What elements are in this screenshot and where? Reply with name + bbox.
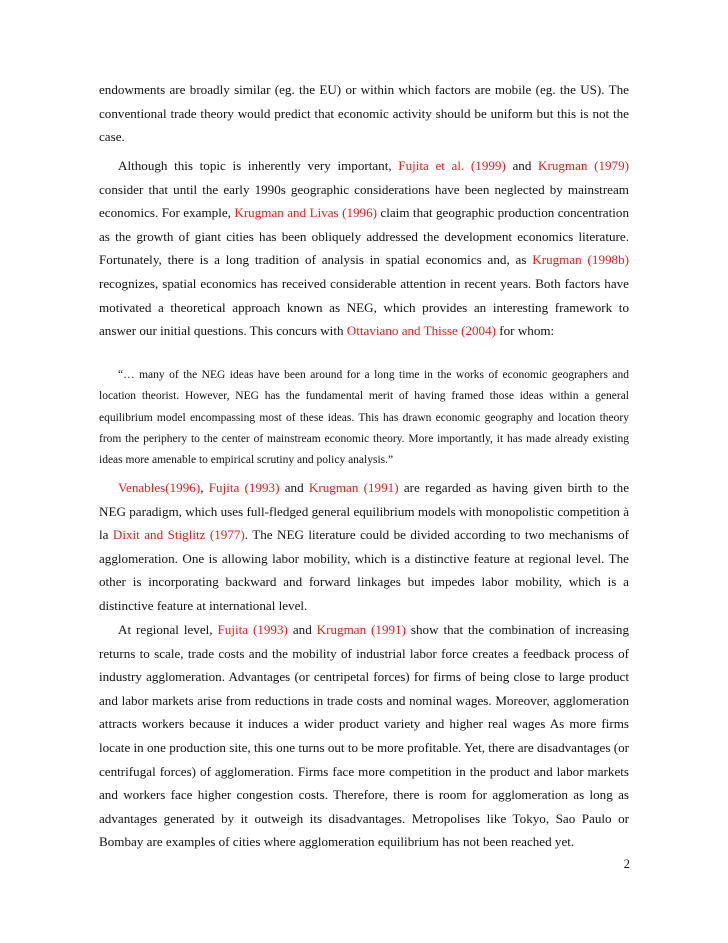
citation-link-ottaviano-thisse-2004[interactable]: Ottaviano and Thisse (2004) — [346, 323, 496, 339]
citation-link-fujita-1993[interactable]: Fujita (1993) — [208, 480, 280, 495]
quote-text: “… many of the NEG ideas have been around for a long time in the works of economic geographers and location theorist. However, NEG has the fundamental merit of having framed those ideas within a general equilibrium model encompassing most of these ideas. This has drawn economic geography and location theory from the periphery to the center of mainstream economic theory. More importantly, it has made already existing ideas more amenable to empirical scrutiny and policy analysis.” — [99, 369, 629, 467]
paragraph-text — [99, 476, 629, 618]
text-run: claim that geographic production concentration as the growth of giant cities has been obliquely addressed the development economics literature. Fortunately, there is a long tradition of analysis in spatial economics and, as — [99, 205, 629, 268]
paragraph-text — [99, 618, 629, 854]
text-run: and — [287, 622, 317, 637]
paragraph-intro-continuation — [99, 78, 629, 149]
citation-link-dixit-stiglitz-1977[interactable]: Dixit and Stiglitz (1977) — [112, 527, 245, 543]
text-run: consider that until the early 1990s geographic considerations have been neglected by mainstream economics. For example, — [99, 181, 629, 221]
citation-link-krugman-1991[interactable]: Krugman (1991) — [316, 622, 406, 637]
citation-link-fujita-1999[interactable]: Fujita et al. (1999) — [398, 158, 506, 173]
text-run: for whom: — [496, 323, 555, 339]
text-run: are regarded as having given birth to the NEG paradigm, which uses full-fledged general equilibrium models with monopolistic competition à la — [99, 480, 630, 543]
citation-link-venables-1996[interactable]: Venables(1996) — [118, 480, 201, 495]
citation-link-krugman-livas-1996[interactable]: Krugman and Livas (1996) — [234, 205, 377, 221]
text-run: , — [200, 480, 209, 495]
citation-link-fujita-1993[interactable]: Fujita (1993) — [217, 622, 288, 637]
citation-link-krugman-1991[interactable]: Krugman (1991) — [308, 480, 399, 495]
text-run: and — [279, 480, 309, 495]
text-run: Although this topic is inherently very important, — [118, 158, 399, 173]
text-run: show that the combination of increasing returns to scale, trade costs and the mobility of industrial labor force creates a feedback process of industry agglomeration. Advantages (or centripetal forces) for firms of being close to large product and labor markets arise from reductions in trade costs and nominal wages. Moreover, agglomeration attracts workers because it induces a wider product variety and higher real wages As more firms locate in one production site, this one turns out to be more profitable. Yet, there are disadvantages (or centrifugal forces) of agglomeration. Firms face more competition in the product and labor markets and workers face higher congestion costs. Therefore, there is room for agglomeration as long as advantages generated by it outweigh its disadvantages. Metropolises like Tokyo, Sao Paulo or Bombay are examples of cities where agglomeration equilibrium has not been reached yet. — [99, 622, 629, 850]
block-quote — [99, 365, 629, 471]
citation-link-krugman-1998b[interactable]: Krugman (1998b) — [532, 252, 629, 268]
paragraph-neg-paradigm — [99, 476, 629, 618]
text-run: and — [505, 158, 539, 173]
paragraph-neglect-of-geography — [99, 154, 629, 343]
paragraph-regional-level — [99, 618, 629, 854]
page-number: 2 — [623, 857, 630, 871]
text-run: . The NEG literature could be divided according to two mechanisms of agglomeration. One is allowing labor mobility, which is a distinctive feature at regional level. The other is incorporating backward and forward linkages but impedes labor mobility, which is a distinctive feature at international level. — [99, 527, 629, 613]
paragraph-text — [99, 154, 629, 343]
paragraph-text: endowments are broadly similar (eg. the EU) or within which factors are mobile (eg. the US). The conventional trade theory would predict that economic activity should be uniform but this is not the case. — [99, 82, 629, 145]
text-run: recognizes, spatial economics has received considerable attention in recent years. Both factors have motivated a theoretical approach known as NEG, which provides an interesting framework to answer our initial questions. This concurs with — [99, 275, 629, 339]
text-run: At regional level, — [118, 622, 218, 637]
citation-link-krugman-1979[interactable]: Krugman (1979) — [538, 158, 630, 173]
